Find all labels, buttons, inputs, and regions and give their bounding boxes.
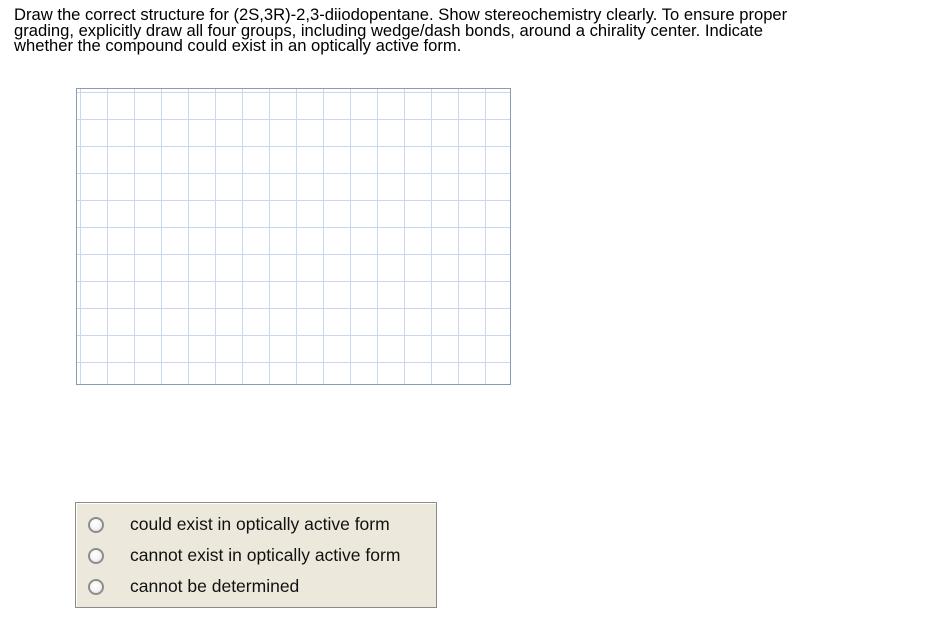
question-line: whether the compound could exist in an optically active form. xyxy=(14,36,462,55)
option-could-exist[interactable] xyxy=(76,509,436,540)
radio-button[interactable] xyxy=(88,517,104,533)
option-label: could exist in optically active form xyxy=(130,514,390,534)
option-cannot-exist[interactable] xyxy=(76,540,436,571)
option-label: cannot be determined xyxy=(130,576,300,596)
option-label: cannot exist in optically active form xyxy=(130,545,401,565)
question-line: grading, explicitly draw all four groups, including wedge/dash bonds, around a chirality center. Indicate xyxy=(14,20,764,40)
option-cannot-be-determined[interactable] xyxy=(76,571,436,602)
radio-button[interactable] xyxy=(88,548,104,564)
answer-options xyxy=(75,502,437,608)
question-text xyxy=(14,7,929,54)
drawing-canvas[interactable] xyxy=(76,88,511,385)
question-line: Draw the correct structure for (2S,3R)-2,3-diiodopentane. Show stereochemistry clearly. To ensure proper xyxy=(14,5,788,24)
radio-button[interactable] xyxy=(88,579,104,595)
